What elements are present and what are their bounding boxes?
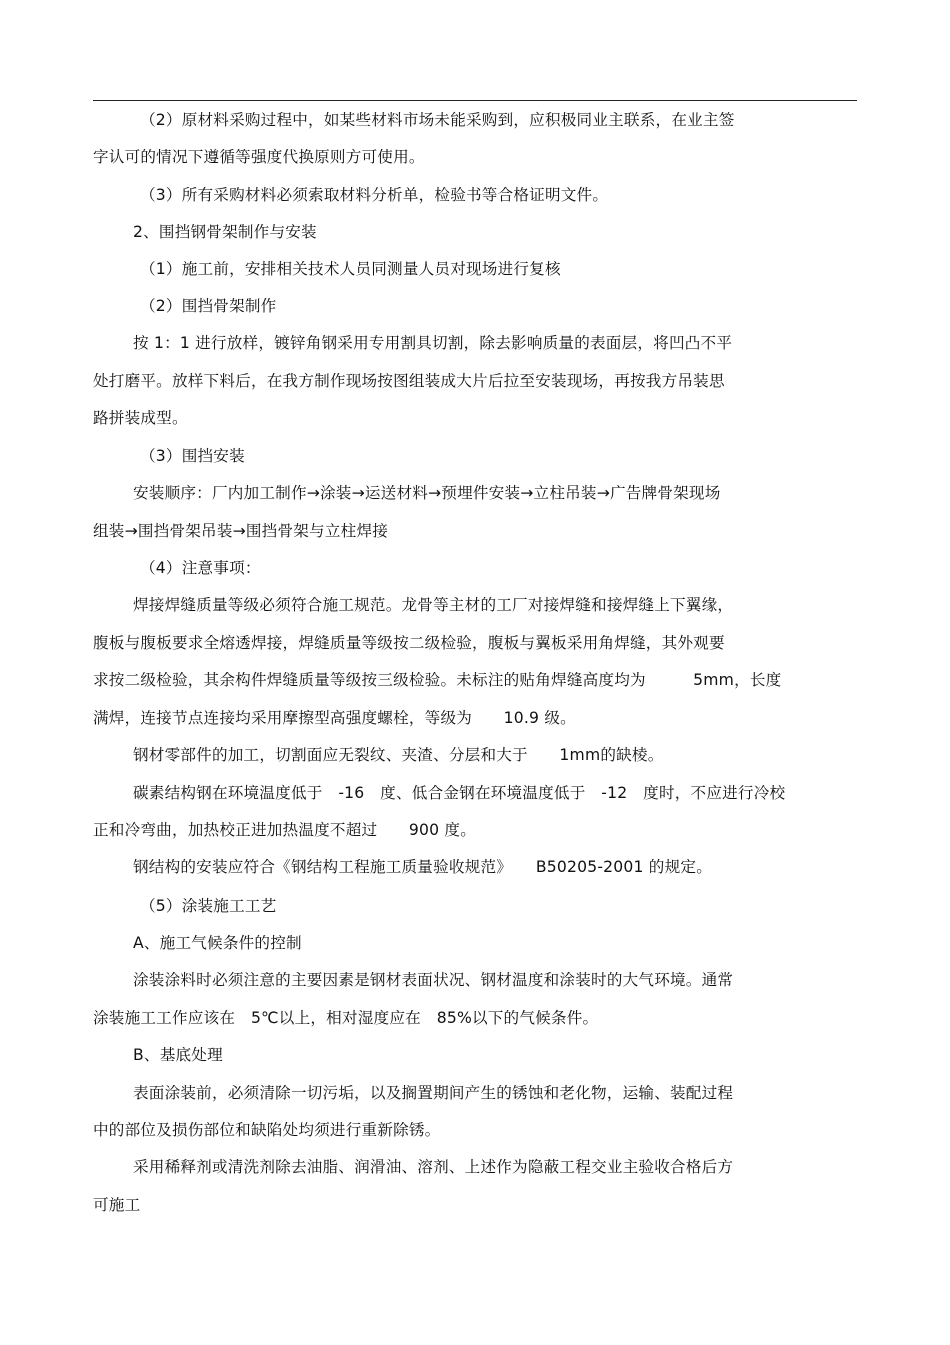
text-line: 正和冷弯曲，加热校正进加热温度不超过 900 度。 [93, 821, 476, 839]
text-line: 涂装施工工作应该在 5℃以上，相对湿度应在 85%以下的气候条件。 [93, 1009, 599, 1027]
text-line: 采用稀释剂或清洗剂除去油脂、润滑油、溶剂、上述作为隐蔽工程交业主验收合格后方 [133, 1158, 734, 1176]
text-line: 碳素结构钢在环境温度低于 -16 度、低合金钢在环境温度低于 -12 度时，不应进行冷校 [133, 784, 786, 802]
text-line: 安装顺序：厂内加工制作→涂装→运送材料→预埋件安装→立柱吊装→广告牌骨架现场 [133, 484, 721, 502]
text-line: 求按二级检验，其余构件焊缝质量等级按三级检验。未标注的贴角焊缝高度均为 5mm，长度 [93, 671, 782, 689]
text-line: B、基底处理 [133, 1046, 223, 1064]
text-line: 钢结构的安装应符合《钢结构工程施工质量验收规范》 B50205-2001 的规定。 [133, 858, 712, 876]
text-line: （2）原材料采购过程中，如某些材料市场未能采购到，应积极同业主联系，在业主签 [140, 111, 735, 129]
text-line: 腹板与腹板要求全熔透焊接，焊缝质量等级按二级检验，腹板与翼板采用角焊缝，其外观要 [93, 634, 725, 652]
text-line: 可施工 [93, 1196, 141, 1214]
text-line: A、施工气候条件的控制 [133, 934, 302, 952]
text-line: 涂装涂料时必须注意的主要因素是钢材表面状况、钢材温度和涂装时的大气环境。通常 [133, 971, 734, 989]
text-line: 钢材零部件的加工，切割面应无裂纹、夹渣、分层和大于 1mm的缺棱。 [133, 746, 664, 764]
text-line: 组装→围挡骨架吊装→围挡骨架与立柱焊接 [93, 522, 389, 540]
text-line: 2、围挡钢骨架制作与安装 [133, 223, 317, 241]
text-line: （3）所有采购材料必须索取材料分析单，检验书等合格证明文件。 [140, 186, 609, 204]
text-line: （5）涂装施工工艺 [140, 897, 277, 915]
text-line: （3）围挡安装 [140, 447, 245, 465]
text-line: 处打磨平。放样下料后，在我方制作现场按图组装成大片后拉至安装现场，再按我方吊装思 [93, 372, 725, 390]
text-line: 字认可的情况下遵循等强度代换原则方可使用。 [93, 148, 425, 166]
text-line: 按 1：1 进行放样，镀锌角钢采用专用割具切割，除去影响质量的表面层，将凹凸不平 [133, 334, 733, 352]
header-rule [93, 100, 857, 101]
text-line: （4）注意事项： [140, 559, 261, 577]
text-line: 路拼装成型。 [93, 409, 188, 427]
text-line: （1）施工前，安排相关技术人员同测量人员对现场进行复核 [140, 260, 561, 278]
text-line: （2）围挡骨架制作 [140, 297, 277, 315]
text-line: 表面涂装前，必须清除一切污垢，以及搁置期间产生的锈蚀和老化物，运输、装配过程 [133, 1084, 734, 1102]
text-line: 焊接焊缝质量等级必须符合施工规范。龙骨等主材的工厂对接焊缝和接焊缝上下翼缘， [133, 596, 734, 614]
text-line: 中的部位及损伤部位和缺陷处均须进行重新除锈。 [93, 1121, 441, 1139]
text-line: 满焊，连接节点连接均采用摩擦型高强度螺栓，等级为 10.9 级。 [93, 709, 576, 727]
